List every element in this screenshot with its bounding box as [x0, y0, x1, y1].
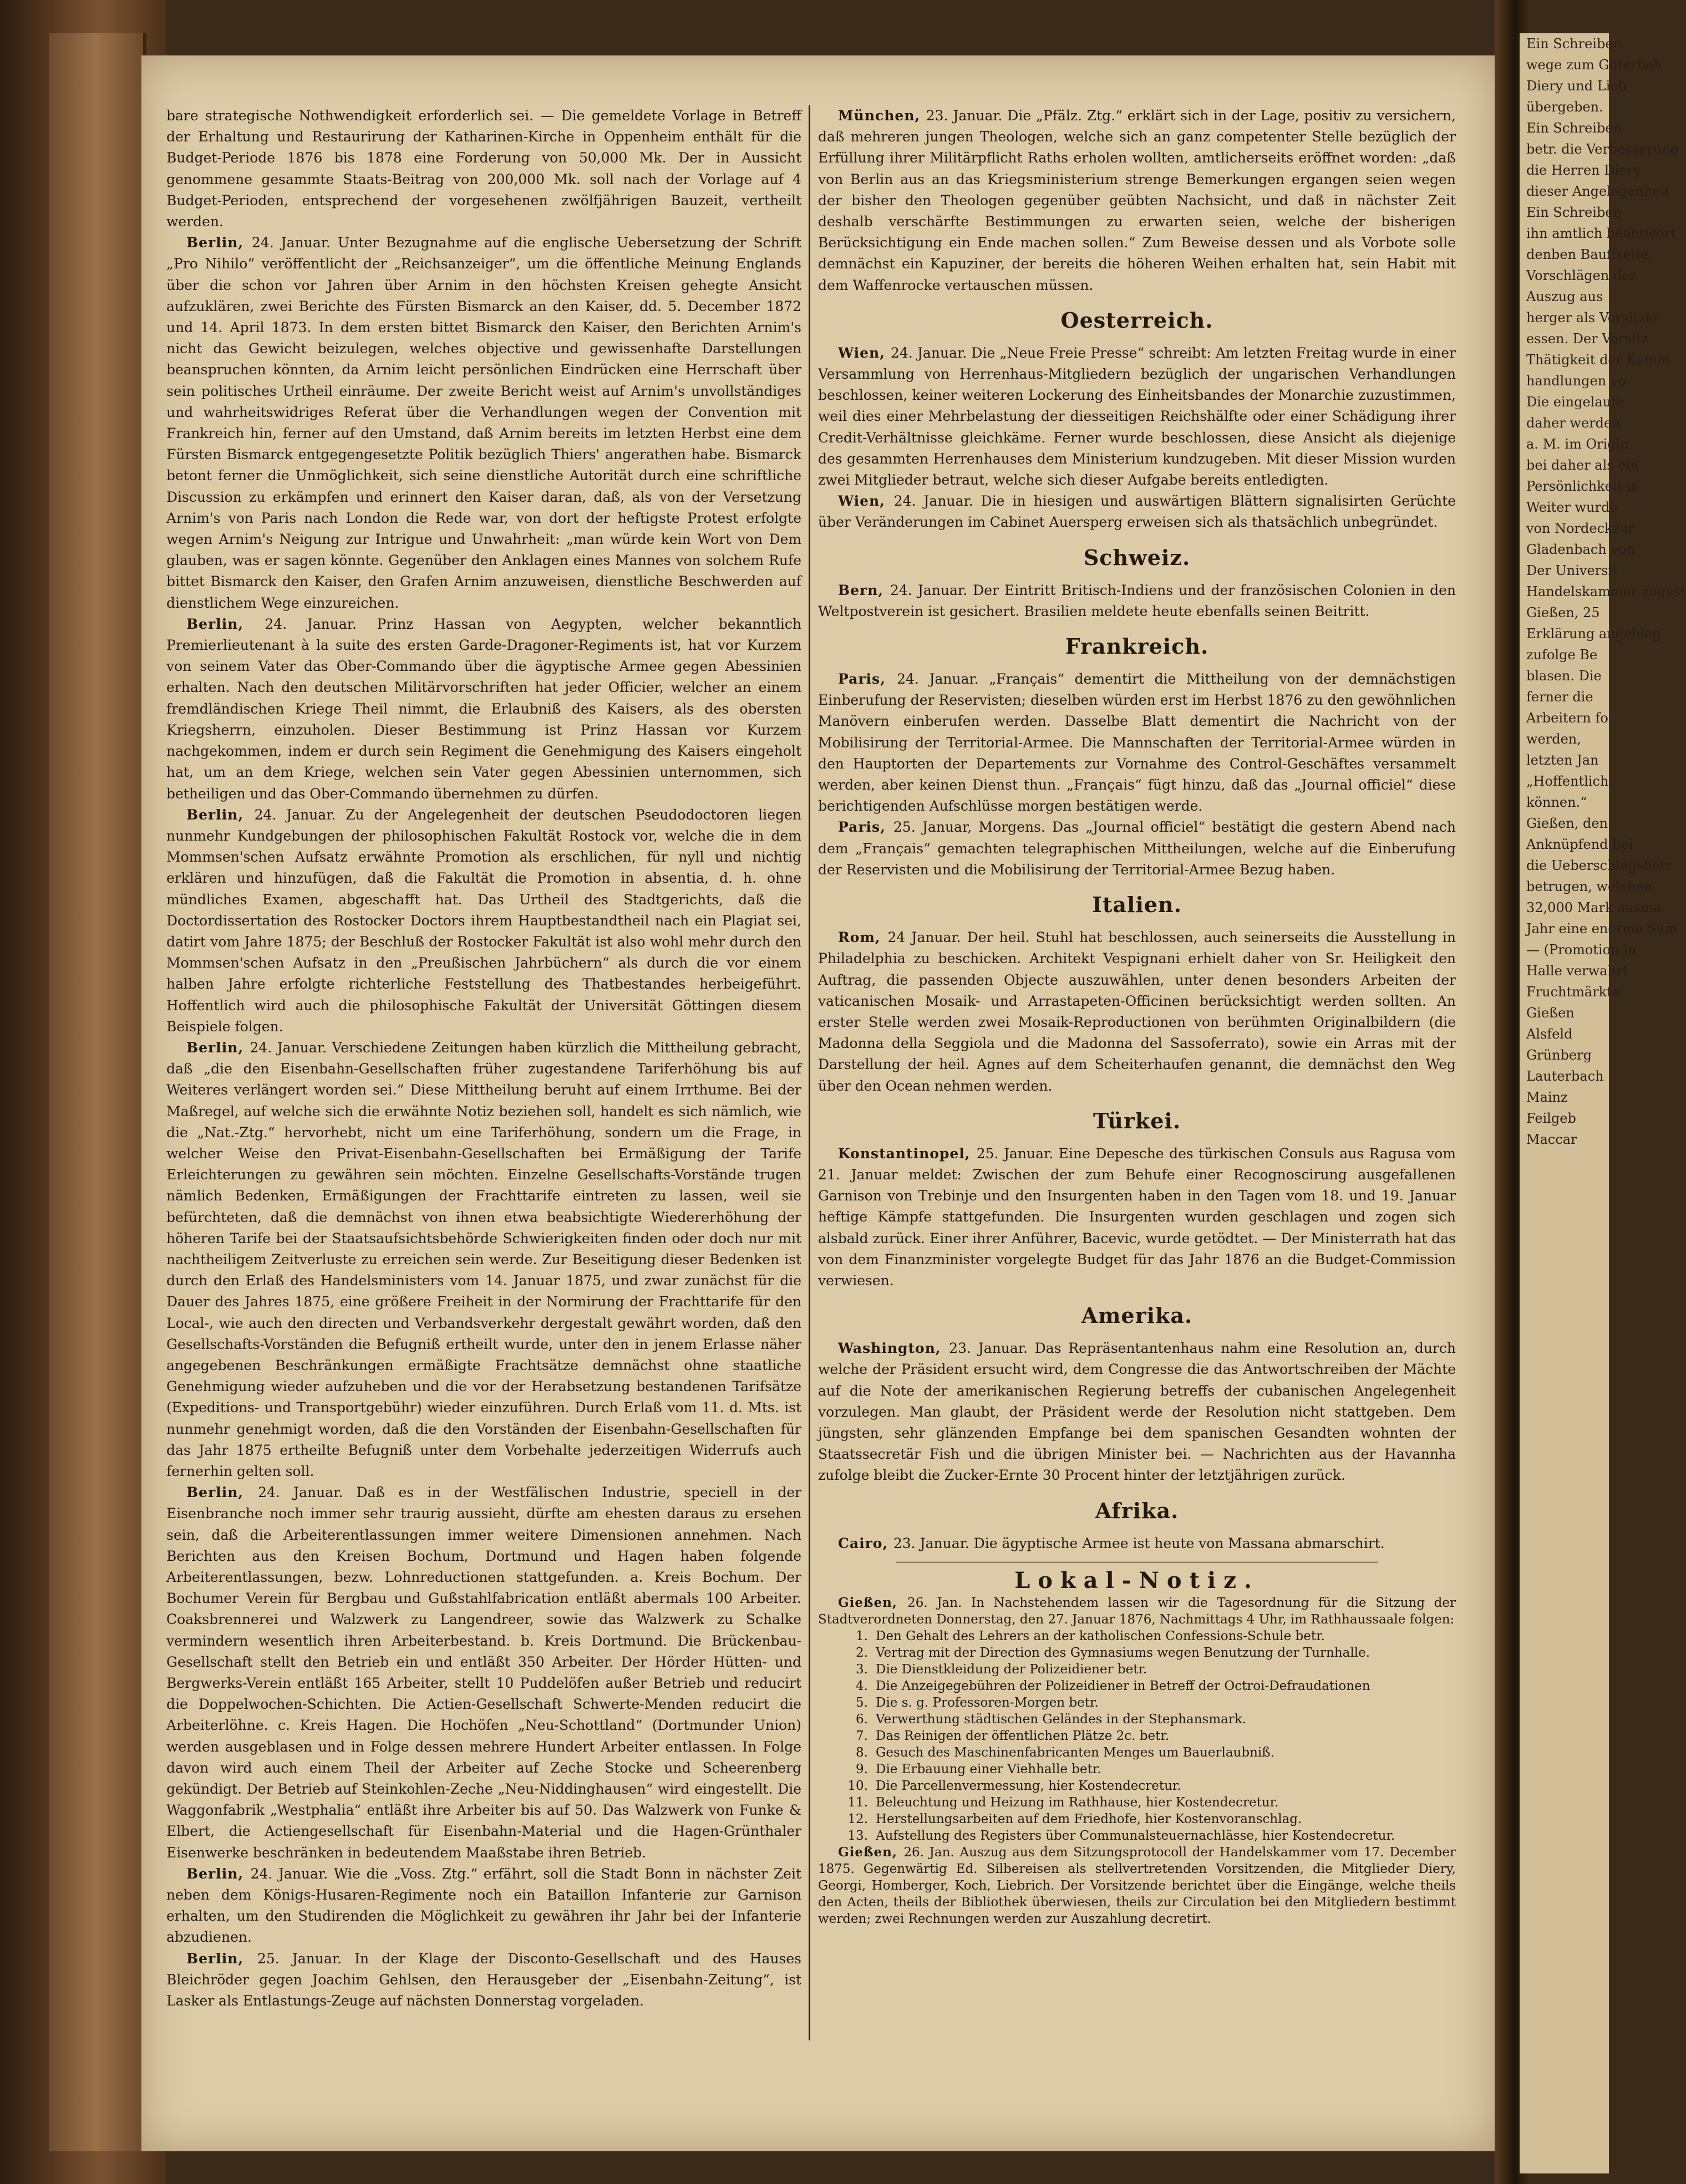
fragment-line: — (Promotion in — [1526, 942, 1637, 958]
fragment-line: Weiter wurde — [1526, 500, 1618, 515]
agenda-text: Die Parcellenvermessung, hier Kostendecretur. — [876, 1778, 1181, 1793]
fragment-line: Lauterbach — [1526, 1068, 1604, 1084]
fragment-line: Feilgeb — [1526, 1111, 1576, 1126]
fragment-line: daher werden — [1526, 415, 1621, 431]
agenda-item — [835, 1761, 1456, 1778]
left-article — [166, 1948, 801, 2012]
agenda-item — [835, 1628, 1456, 1645]
agenda-text: Den Gehalt des Lehrers an der katholischen Confessions-Schule betr. — [876, 1628, 1325, 1643]
fragment-line: Gießen, den — [1526, 816, 1608, 831]
fragment-line: von Nordeckzur — [1526, 521, 1635, 536]
fragment-line: Erklärung angeblag — [1526, 626, 1661, 642]
fragment-line: Grünberg — [1526, 1047, 1592, 1063]
agenda-text: Die Erbauung einer Viehhalle betr. — [876, 1762, 1101, 1776]
section-article — [818, 817, 1456, 880]
lokal-article — [818, 1844, 1456, 1927]
section-heading: Schweiz. — [1083, 544, 1191, 570]
agenda-number: 10. — [847, 1778, 868, 1793]
fragment-line: die Ueberschlagsbetr — [1526, 858, 1672, 873]
article-text: 23. Januar. Die „Pfälz. Ztg.“ erklärt sich in der Lage, positiv zu versichern, daß mehreren jungen Theologen, welche sich an ganz competenter Stelle bezüglich der Erfüllung ihrer Militärpflicht Raths erholen wollten, amtlicherseits eröffnet worden: „daß von Berlin aus an das Kriegsministerium strenge Bemerkungen ergangen seien wegen der bisher den Theologen gegenüber geübten Nachsicht, und daß in nächster Zeit deshalb verschärfte Bestimmungen zu erwarten seien, welche der bisherigen Berücksichtigung ein Ende machen sollen.“ Zum Beweise dessen und als Vorbote solle demnächst ein Kapuziner, der bereits die höheren Weihen erhalten hat, sein Habit mit dem Waffenrocke vertauschen müssen. — [818, 108, 1456, 293]
fragment-line: Gießen, 25 — [1526, 605, 1600, 620]
section-heading: Afrika. — [1095, 1498, 1179, 1523]
fragment-line: Der Universit — [1526, 563, 1618, 578]
fragment-line: Arbeitern fo — [1526, 710, 1608, 726]
fragment-line: herger als Vorsitzer — [1526, 310, 1660, 325]
article-dateline: Berlin, — [186, 1484, 258, 1501]
fragment-line: Jahr eine enorme Sum — [1526, 921, 1678, 936]
fragment-line: Thätigkeit der Kamm — [1526, 352, 1670, 368]
agenda-item — [835, 1711, 1456, 1728]
article-dateline: Bern, — [838, 582, 890, 598]
article-dateline: Gießen, — [838, 1844, 904, 1860]
section-article — [818, 343, 1456, 491]
agenda-item — [835, 1728, 1456, 1744]
article-text: 26. Jan. In Nachstehendem lassen wir die Tagesordnung für die Sitzung der Stadtverordneten Donnerstag, den 27. Januar 1876, Nachmittags 4 Uhr, im Rathhaussaale folgen: — [818, 1595, 1456, 1627]
fragment-line: ferner die — [1526, 689, 1593, 705]
fragment-line: Alsfeld — [1526, 1026, 1573, 1042]
article-text: 24. Januar. Wie die „Voss. Ztg.“ erfährt, soll die Stadt Bonn in nächster Zeit neben dem Königs-Husaren-Regimente noch ein Bataillon Infanterie zur Garnison erhalten, um den Studirenden die Möglichkeit zu gewähren ihr Jahr bei der Infanterie abzudienen. — [166, 1865, 801, 1946]
agenda-item — [835, 1661, 1456, 1678]
agenda-number: 1. — [856, 1628, 868, 1643]
fragment-line: zufolge Be — [1526, 647, 1598, 663]
agenda-number: 4. — [856, 1678, 868, 1693]
fragment-line: Diery und Lieb — [1526, 78, 1627, 94]
left-column — [166, 105, 801, 2012]
right-article — [818, 105, 1456, 296]
section-article — [818, 669, 1456, 817]
agenda-item — [835, 1744, 1456, 1761]
article-dateline: Wien, — [838, 493, 894, 510]
article-dateline: Berlin, — [186, 1950, 257, 1967]
agenda-number: 12. — [847, 1811, 868, 1826]
fragment-line: 32,000 Mark ausma — [1526, 900, 1662, 915]
agenda-text: Die Dienstkleidung der Polizeidiener betr. — [876, 1662, 1147, 1677]
fragment-line: Gießen — [1526, 1005, 1575, 1021]
fragment-line: Vorschlägen der — [1526, 268, 1636, 283]
section-heading: Italien. — [1092, 892, 1182, 918]
agenda-text: Herstellungsarbeiten auf dem Friedhofe, hier Kostenvoranschlag. — [876, 1811, 1302, 1826]
agenda-number: 7. — [856, 1728, 868, 1743]
fragment-line: handlungen vo — [1526, 373, 1626, 389]
fragment-line: denben Bauffselte, — [1526, 247, 1653, 262]
article-text: 24. Januar. Daß es in der Westfälischen Industrie, speciell in der Eisenbranche noch immer sehr traurig aussieht, dürfte am ehesten daraus zu ersehen sein, daß die Arbeiterentlassungen immer weitere Dimensionen annehmen. Nach Berichten aus den Kreisen Bochum, Dortmund und Hagen haben folgende Arbeiterentlassungen, bezw. Lohnreductionen stattgefunden. a. Kreis Bochum. Der Bochumer Verein für Bergbau und Gußstahlfabrication entläßt abermals 100 Arbeiter. Coaksbrennerei und Walzwerk zu Langendreer, sowie das Walzwerk zu Schalke vermindern wesentlich ihren Arbeiterbestand. b. Kreis Dortmund. Die Brückenbau-Gesellschaft stellt den Betrieb ein und entläßt 350 Arbeiter. Der Hörder Hütten- und Bergwerks-Verein entläßt 165 Arbeiter, stellt 10 Puddelöfen außer Betrieb und reducirt die Doppelwochen-Schichten. Die Actien-Gesellschaft Schwerte-Menden reducirt die Arbeiterlöhne. c. Kreis Hagen. Die Hochöfen „Neu-Schottland“ (Dortmunder Union) werden ausgeblasen und in Folge dessen mehrere Hundert Arbeiter entlassen. In Folge davon wird auch einem Theil der Arbeiter auf Zeche Stocke und Scheerenberg gekündigt. Der Betrieb auf Steinkohlen-Zeche „Neu-Niddinghausen“ wird eingestellt. Die Waggonfabrik „Westphalia“ entläßt ihre Arbeiter bis auf 50. Das Walzwerk von Funke & Elbert, die Actiengesellschaft für Eisenbahn-Material und die Hagen-Grünthaler Eisenwerke beschränken in bedeutendem Maaßstabe ihren Betrieb. — [166, 1484, 801, 1861]
article-dateline: Wien, — [838, 344, 891, 361]
fragment-line: Persönlichkeit in — [1526, 478, 1640, 494]
agenda-text: Vertrag mit der Direction des Gymnasiums wegen Benutzung der Turnhalle. — [876, 1645, 1370, 1660]
agenda-number: 8. — [856, 1745, 868, 1760]
section-heading: Oesterreich. — [1060, 307, 1213, 333]
article-dateline: Berlin, — [186, 615, 265, 632]
section-article — [818, 1533, 1456, 1554]
article-dateline: Washington, — [838, 1340, 949, 1357]
agenda-item — [835, 1645, 1456, 1661]
agenda-number: 2. — [856, 1645, 868, 1660]
article-text: 23. Januar. Das Repräsentantenhaus nahm eine Resolution an, durch welche der Präsident ersucht wird, dem Congresse die das Antwortschreiben der Mächte auf die Note der amerikanischen Regierung betreffs der cubanischen Angelegenheit vorzulegen. Man glaubt, der Präsident werde der Resolution nicht stattgeben. Dem jüngsten, sehr glänzenden Empfange bei dem spanischen Gesandten wohnten der Staatssecretär Fish und die übrigen Minister bei. — Nachrichten aus der Havannha zufolge bleibt die Zucker-Ernte 30 Procent hinter der letztjährigen zurück. — [818, 1340, 1456, 1484]
article-dateline: Berlin, — [186, 235, 252, 251]
agenda-number: 3. — [856, 1662, 868, 1677]
article-dateline: Paris, — [838, 671, 897, 688]
article-text: bare strategische Nothwendigkeit erforderlich sei. — Die gemeldete Vorlage in Betreff der Erhaltung und Restaurirung der Katharinen-Kirche in Oppenheim enthält für die Budget-Periode 1876 bis 1878 eine Forderung von 50,000 Mk. Der in Aussicht genommene gesammte Staats-Beitrag von 200,000 Mk. soll nach der Vorlage auf 4 Budget-Perioden, entsprechend der vorgesehenen zwölfjährigen Bauzeit, vertheilt werden. — [166, 108, 801, 230]
book-spine-edge — [49, 33, 146, 2151]
left-article — [166, 614, 801, 805]
section-article — [818, 1338, 1456, 1486]
article-dateline: München, — [838, 108, 926, 124]
article-text: 26. Jan. Auszug aus dem Sitzungsprotocoll der Handelskammer vom 17. December 1875. Gegenwärtig Ed. Silbereisen als stellvertretenden Vorsitzenden, die Mitglieder Diery, Georgi, Homberger, Koch, Liebrich. Der Vorsitzende berichtet über die Eingänge, welche theils den Acten, theils der Bibliothek überwiesen, theils zur Circulation bei den Mitgliedern bestimmt werden; zwei Rechnungen werden zur Auszahlung decretirt. — [818, 1845, 1456, 1926]
agenda-item — [835, 1678, 1456, 1694]
section-divider — [896, 1561, 1378, 1562]
agenda-text: Gesuch des Maschinenfabricanten Menges um Bauerlaubniß. — [876, 1745, 1274, 1760]
fragment-line: Fruchtmärkte — [1526, 984, 1621, 1000]
left-article — [166, 1482, 801, 1864]
article-dateline: Berlin, — [186, 1039, 250, 1056]
fragment-line: Handelskammer zugest — [1526, 584, 1686, 599]
fragment-line: „Hoffentlich — [1526, 773, 1609, 789]
article-dateline: Berlin, — [186, 1865, 251, 1882]
agenda-number: 9. — [856, 1762, 868, 1776]
fragment-line: Maccar — [1526, 1132, 1577, 1147]
left-article — [166, 805, 801, 1037]
fragment-line: die Herren Diery — [1526, 162, 1641, 178]
fragment-line: Mainz — [1526, 1090, 1568, 1105]
article-text: 23. Januar. Die ägyptische Armee ist heute von Massana abmarschirt. — [893, 1535, 1385, 1551]
right-column — [818, 105, 1456, 1927]
agenda-item — [835, 1694, 1456, 1711]
agenda-item — [835, 1794, 1456, 1811]
article-text: 24. Januar. „Français“ dementirt die Mittheilung von der demnächstigen Einberufung der Reservisten; dieselben würden erst im Herbst 1876 zu den gewöhnlichen Manövern einberufen werden. Dasselbe Blatt dementirt die Nachricht von der Mobilisirung der Territorial-Armee. Die Mannschaften der Territorial-Armee würden in den Hauptorten der Departements zur Vornahme des Control-Geschäftes versammelt werden, aber keinen Dienst thun. „Français“ fügt hinzu, daß das „Journal officiel“ diese berichtigenden Aufschlüsse morgen bestätigen werde. — [818, 671, 1456, 814]
section-article — [818, 580, 1456, 622]
fragment-line: übergeben. — [1526, 99, 1603, 115]
fragment-line: Ein Schreiben — [1526, 120, 1622, 136]
fragment-line: Gladenbach von — [1526, 542, 1635, 557]
fragment-line: bei daher als ein — [1526, 457, 1639, 473]
fragment-line: Auszug aus — [1526, 289, 1603, 304]
fragment-line: werden, — [1526, 731, 1581, 747]
section-heading: Frankreich. — [1065, 634, 1209, 659]
fragment-line: betr. die Verbesserung — [1526, 141, 1679, 157]
agenda-item — [835, 1778, 1456, 1794]
article-dateline: Paris, — [838, 819, 893, 836]
agenda-list — [818, 1628, 1456, 1844]
agenda-number: 13. — [847, 1828, 868, 1843]
agenda-text: Beleuchtung und Heizung im Rathhause, hier Kostendecretur. — [876, 1795, 1279, 1810]
agenda-text: Aufstellung des Registers über Communalsteuernachlässe, hier Kostendecretur. — [876, 1828, 1395, 1843]
fragment-line: Halle verwahrt — [1526, 963, 1628, 979]
article-text: 24. Januar. Der Eintritt Britisch-Indiens und der französischen Colonien in den Weltpostverein ist gesichert. Brasilien meldete heute ebenfalls seinen Beitritt. — [818, 582, 1456, 619]
agenda-item — [835, 1811, 1456, 1827]
article-dateline: Berlin, — [186, 806, 255, 823]
section-heading: Amerika. — [1081, 1303, 1193, 1328]
fragment-line: Ein Schreiben — [1526, 205, 1622, 220]
article-text: 25. Januar, Morgens. Das „Journal officiel“ bestätigt die gestern Abend nach dem „Français“ gemachten telegraphischen Mittheilungen, welche auf die Einberufung der Reservisten und die Mobilisirung der Territorial-Armee Bezug haben. — [818, 819, 1456, 878]
agenda-number: 11. — [847, 1795, 868, 1810]
section-heading: Türkei. — [1093, 1108, 1181, 1133]
fragment-line: können.“ — [1526, 795, 1587, 810]
left-article — [166, 105, 801, 232]
left-article — [166, 1037, 801, 1482]
fragment-line: a. M. im Origin — [1526, 436, 1629, 452]
section-article — [818, 1143, 1456, 1291]
article-text: 24. Januar. Die in hiesigen und auswärtigen Blättern signalisirten Gerüchte über Veränderungen im Cabinet Auersperg erweisen sich als thatsächlich unbegründet. — [818, 493, 1456, 531]
agenda-text: Die s. g. Professoren-Morgen betr. — [876, 1695, 1099, 1710]
agenda-number: 5. — [856, 1695, 868, 1710]
article-dateline: Rom, — [838, 929, 888, 946]
fragment-line: blasen. Die — [1526, 668, 1602, 684]
article-text: 24. Januar. Unter Bezugnahme auf die englische Uebersetzung der Schrift „Pro Nihilo“ veröffentlicht der „Reichsanzeiger“, um die öffentliche Meinung Englands über die schon vor Jahren über Arnim in den höchsten Kreisen gehegte Ansicht aufzuklären, zwei Berichte des Fürsten Bismarck an den Kaiser, dd. 5. December 1872 und 14. April 1873. In dem ersten bittet Bismarck den Kaiser, den Berichten Arnim's nicht das Gewicht beizulegen, welches objective und gewissenhafte Darstellungen beanspruchen könnten, da Arnim leicht persönlichen Eindrücken eine Herrschaft über sein politisches Urtheil einräume. Der zweite Bericht weist auf Arnim's unvollständiges und wahrheitswidriges Referat über die Verhandlungen wegen der Convention mit Frankreich hin, ferner auf den Umstand, daß Arnim bereits im letzten Herbst eine dem Fürsten Bismarck entgegengesetzte Politik bezüglich Thiers' angerathen habe. Bismarck betont ferner die Unmöglichkeit, sich seine dienstliche Autorität durch eine schriftliche Discussion zu erkämpfen und erinnert den Kaiser daran, daß, als von der Versetzung Arnim's von Paris nach London die Rede war, von dort der heftigste Protest erfolgte wegen Arnim's Neigung zur Intrigue und Unwahrheit: „man würde kein Wort von Dem glauben, was er sagen könnte. Gegenüber den Anklagen eines Mannes von solchem Rufe bittet Bismarck den Kaiser, den Grafen Arnim anzuweisen, dienstliche Beschwerden auf dienstlichem Wege einzureichen. — [166, 235, 801, 611]
article-text: 25. Januar. Eine Depesche des türkischen Consuls aus Ragusa vom 21. Januar meldet: Zwischen der zum Behufe einer Recognoscirung ausgefallenen Garnison von Trebinje und den Insurgenten haben in den Tagen vom 18. und 19. Januar heftige Kämpfe stattgefunden. Die Insurgenten wurden geschlagen und zogen sich alsbald zurück. Einer ihrer Anführer, Bacevic, wurde getödtet. — Der Ministerrath hat das von dem Finanzminister vorgelegte Budget für das Jahr 1876 an die Budget-Commission verwiesen. — [818, 1145, 1456, 1289]
fragment-line: betrugen, welchen — [1526, 879, 1653, 894]
fragment-line: wege zum Güterbah — [1526, 57, 1663, 73]
agenda-item — [835, 1827, 1456, 1844]
column-rule — [809, 105, 810, 2040]
fragment-line: ihn amtlich beantwort — [1526, 226, 1676, 241]
section-article — [818, 927, 1456, 1097]
article-text: 24. Januar. Prinz Hassan von Aegypten, welcher bekanntlich Premierlieutenant à la suite des ersten Garde-Dragoner-Regiments ist, hat vor Kurzem von seinem Vater das Ober-Commando über die ägyptische Armee gegen Abessinien erhalten. Nach den deutschen Militärvorschriften hat jeder Officier, welcher an einem fremdländischen Kriege Theil nimmt, die Erlaubniß des Kaisers, als des obersten Kriegsherrn, einzuholen. Dieser Bestimmung ist Prinz Hassan vor Kurzem nachgekommen, indem er durch sein Regiment die Genehmigung des Kaisers eingeholt hat, um an dem Kriege, welchen sein Vater gegen Abessinien unternommen, sich betheiligen und das Ober-Commando übernehmen zu dürfen. — [166, 615, 801, 802]
article-dateline: Konstantinopel, — [838, 1145, 977, 1162]
article-text: 24 Januar. Der heil. Stuhl hat beschlossen, auch seinerseits die Ausstellung in Philadelphia zu beschicken. Architekt Vespignani erhielt daher von Sr. Heiligkeit den Auftrag, die passenden Objecte auszuwählen, unter denen besonders Arbeiten der vaticanischen Mosaik- und Arrastapeten-Officinen berücksichtigt werden sollten. An erster Stelle werden zwei Mosaik-Reproductionen von berühmten Originalbildern (die Madonna della Seggiola und die Madonna del Sassoferrato), sowie ein Arras mit der Darstellung der heil. Agnes auf dem Scheiterhaufen genannt, die demnächst den Weg über den Ocean nehmen werden. — [818, 929, 1456, 1094]
left-article — [166, 232, 801, 614]
fragment-line: essen. Der Vorsitz — [1526, 331, 1648, 347]
lokal-intro — [818, 1595, 1456, 1628]
left-article — [166, 1864, 801, 1948]
fragment-line: Ein Schreiben — [1526, 36, 1622, 52]
article-text: 25. Januar. In der Klage der Disconto-Gesellschaft und des Hauses Bleichröder gegen Joachim Gehlsen, den Herausgeber der „Eisenbahn-Zeitung“, ist Lasker als Entlastungs-Zeuge auf nächsten Donnerstag vorgeladen. — [166, 1950, 801, 2009]
article-text: 24. Januar. Verschiedene Zeitungen haben kürzlich die Mittheilung gebracht, daß „die den Eisenbahn-Gesellschaften früher zugestandene Tariferhöhung bis auf Weiteres verlängert worden sei.“ Diese Mittheilung beruht auf einem Irrthume. Bei der Maßregel, auf welche sich die erwähnte Notiz beziehen soll, handelt es sich nämlich, wie die „Nat.-Ztg.“ hervorhebt, nicht um eine Tariferhöhung, sondern um die Frage, in welcher Weise den Privat-Eisenbahn-Gesellschaften bei Ermäßigung der Tarife Erleichterungen zu gewähren sein möchten. Einzelne Gesellschafts-Vorstände trugen nämlich Bedenken, Ermäßigungen der Frachttarife eintreten zu lassen, weil sie befürchteten, daß die demnächst von ihnen etwa beabsichtigte Wiedererhöhung der höheren Tarife bei der Staatsaufsichtsbehörde Schwierigkeiten finden oder doch nur mit nachtheiligem Zeitverluste zu erreichen sein werde. Zur Beseitigung dieser Bedenken ist durch den Erlaß des Handelsministers vom 14. Januar 1875, und zwar zunächst für die Dauer des Jahres 1875, eine größere Freiheit in der Normirung der Frachttarife für den Local-, wie auch den directen und Verbandsverkehr dergestalt gewährt worden, daß den Gesellschafts-Vorständen die Befugniß ertheilt wurde, unter den in jenem Erlasse näher angegebenen Beschränkungen ermäßigte Frachtsätze demnächst ohne staatliche Genehmigung wieder aufzuheben und die vor der Herabsetzung bestandenen Tarifsätze (Expeditions- und Transportgebühr) wieder einzuführen. Durch Erlaß vom 11. d. Mts. ist nunmehr genehmigt worden, daß die den Vorständen der Eisenbahn-Gesellschaften für das Jahr 1875 ertheilte Befugniß unter dem Vorbehalte jederzeitigen Widerrufs auch fernerhin gelten soll. — [166, 1039, 801, 1479]
article-dateline: Cairo, — [838, 1535, 893, 1551]
section-article — [818, 491, 1456, 533]
fragment-line: letzten Jan — [1526, 752, 1599, 768]
article-dateline: Gießen, — [838, 1595, 908, 1610]
fragment-line: dieser Angelegenheit — [1526, 184, 1670, 199]
agenda-text: Die Anzeigegebühren der Polizeidiener in Betreff der Octroi-Defraudationen — [876, 1678, 1370, 1693]
article-text: 24. Januar. Die „Neue Freie Presse“ schreibt: Am letzten Freitag wurde in einer Versammlung von Herrenhaus-Mitgliedern bezüglich der ungarischen Verhandlungen beschlossen, keiner weiteren Lockerung des Einheitsbandes der Monarchie zuzustimmen, weil dies einer Mehrbelastung der diesseitigen Reichshälfte oder einer Schädigung ihrer Credit-Verhältnisse gleichkäme. Ferner wurde beschlossen, diese Ansicht als diejenige des gesammten Herrenhauses dem Ministerium kundzugeben. Mit dieser Mission wurden zwei Mitglieder betraut, welche sich dieser Aufgabe bereits entledigten. — [818, 344, 1456, 488]
article-text: 24. Januar. Zu der Angelegenheit der deutschen Pseudodoctoren liegen nunmehr Kundgebungen der philosophischen Fakultät Rostock vor, welche die in dem Mommsen'schen Aufsatz erwähnte Promotion als erschlichen, für nyll und nichtig erklären und hinzufügen, daß die Fakultät die Promotion in absentia, d. h. ohne mündliches Examen, abgeschafft hat. Das Urtheil des Stadtgerichts, daß die Doctordissertation des Rostocker Doctors ihrem Hauptbestandtheil nach ein Plagiat sei, datirt vom Jahre 1875; der Beschluß der Rostocker Fakultät ist also wohl mehr durch den Mommsen'schen Aufsatz in den „Preußischen Jahrbüchern“ als durch die vor einem halben Jahre erfolgte richterliche Feststellung des Thatbestandes herbeigeführt. Hoffentlich wird auch die philosophische Fakultät der Universität Göttingen diesem Beispiele folgen. — [166, 806, 801, 1035]
agenda-text: Das Reinigen der öffentlichen Plätze 2c. betr. — [876, 1728, 1170, 1743]
agenda-number: 6. — [856, 1712, 868, 1727]
agenda-text: Verwerthung städtischen Geländes in der Stephansmark. — [876, 1712, 1247, 1727]
fragment-line: Die eingelaufe — [1526, 394, 1624, 410]
fragment-line: Anknüpfend bei — [1526, 837, 1633, 852]
lokal-heading: Lokal-Notiz. — [1014, 1567, 1260, 1594]
facing-page-fragment — [1520, 33, 1686, 2173]
